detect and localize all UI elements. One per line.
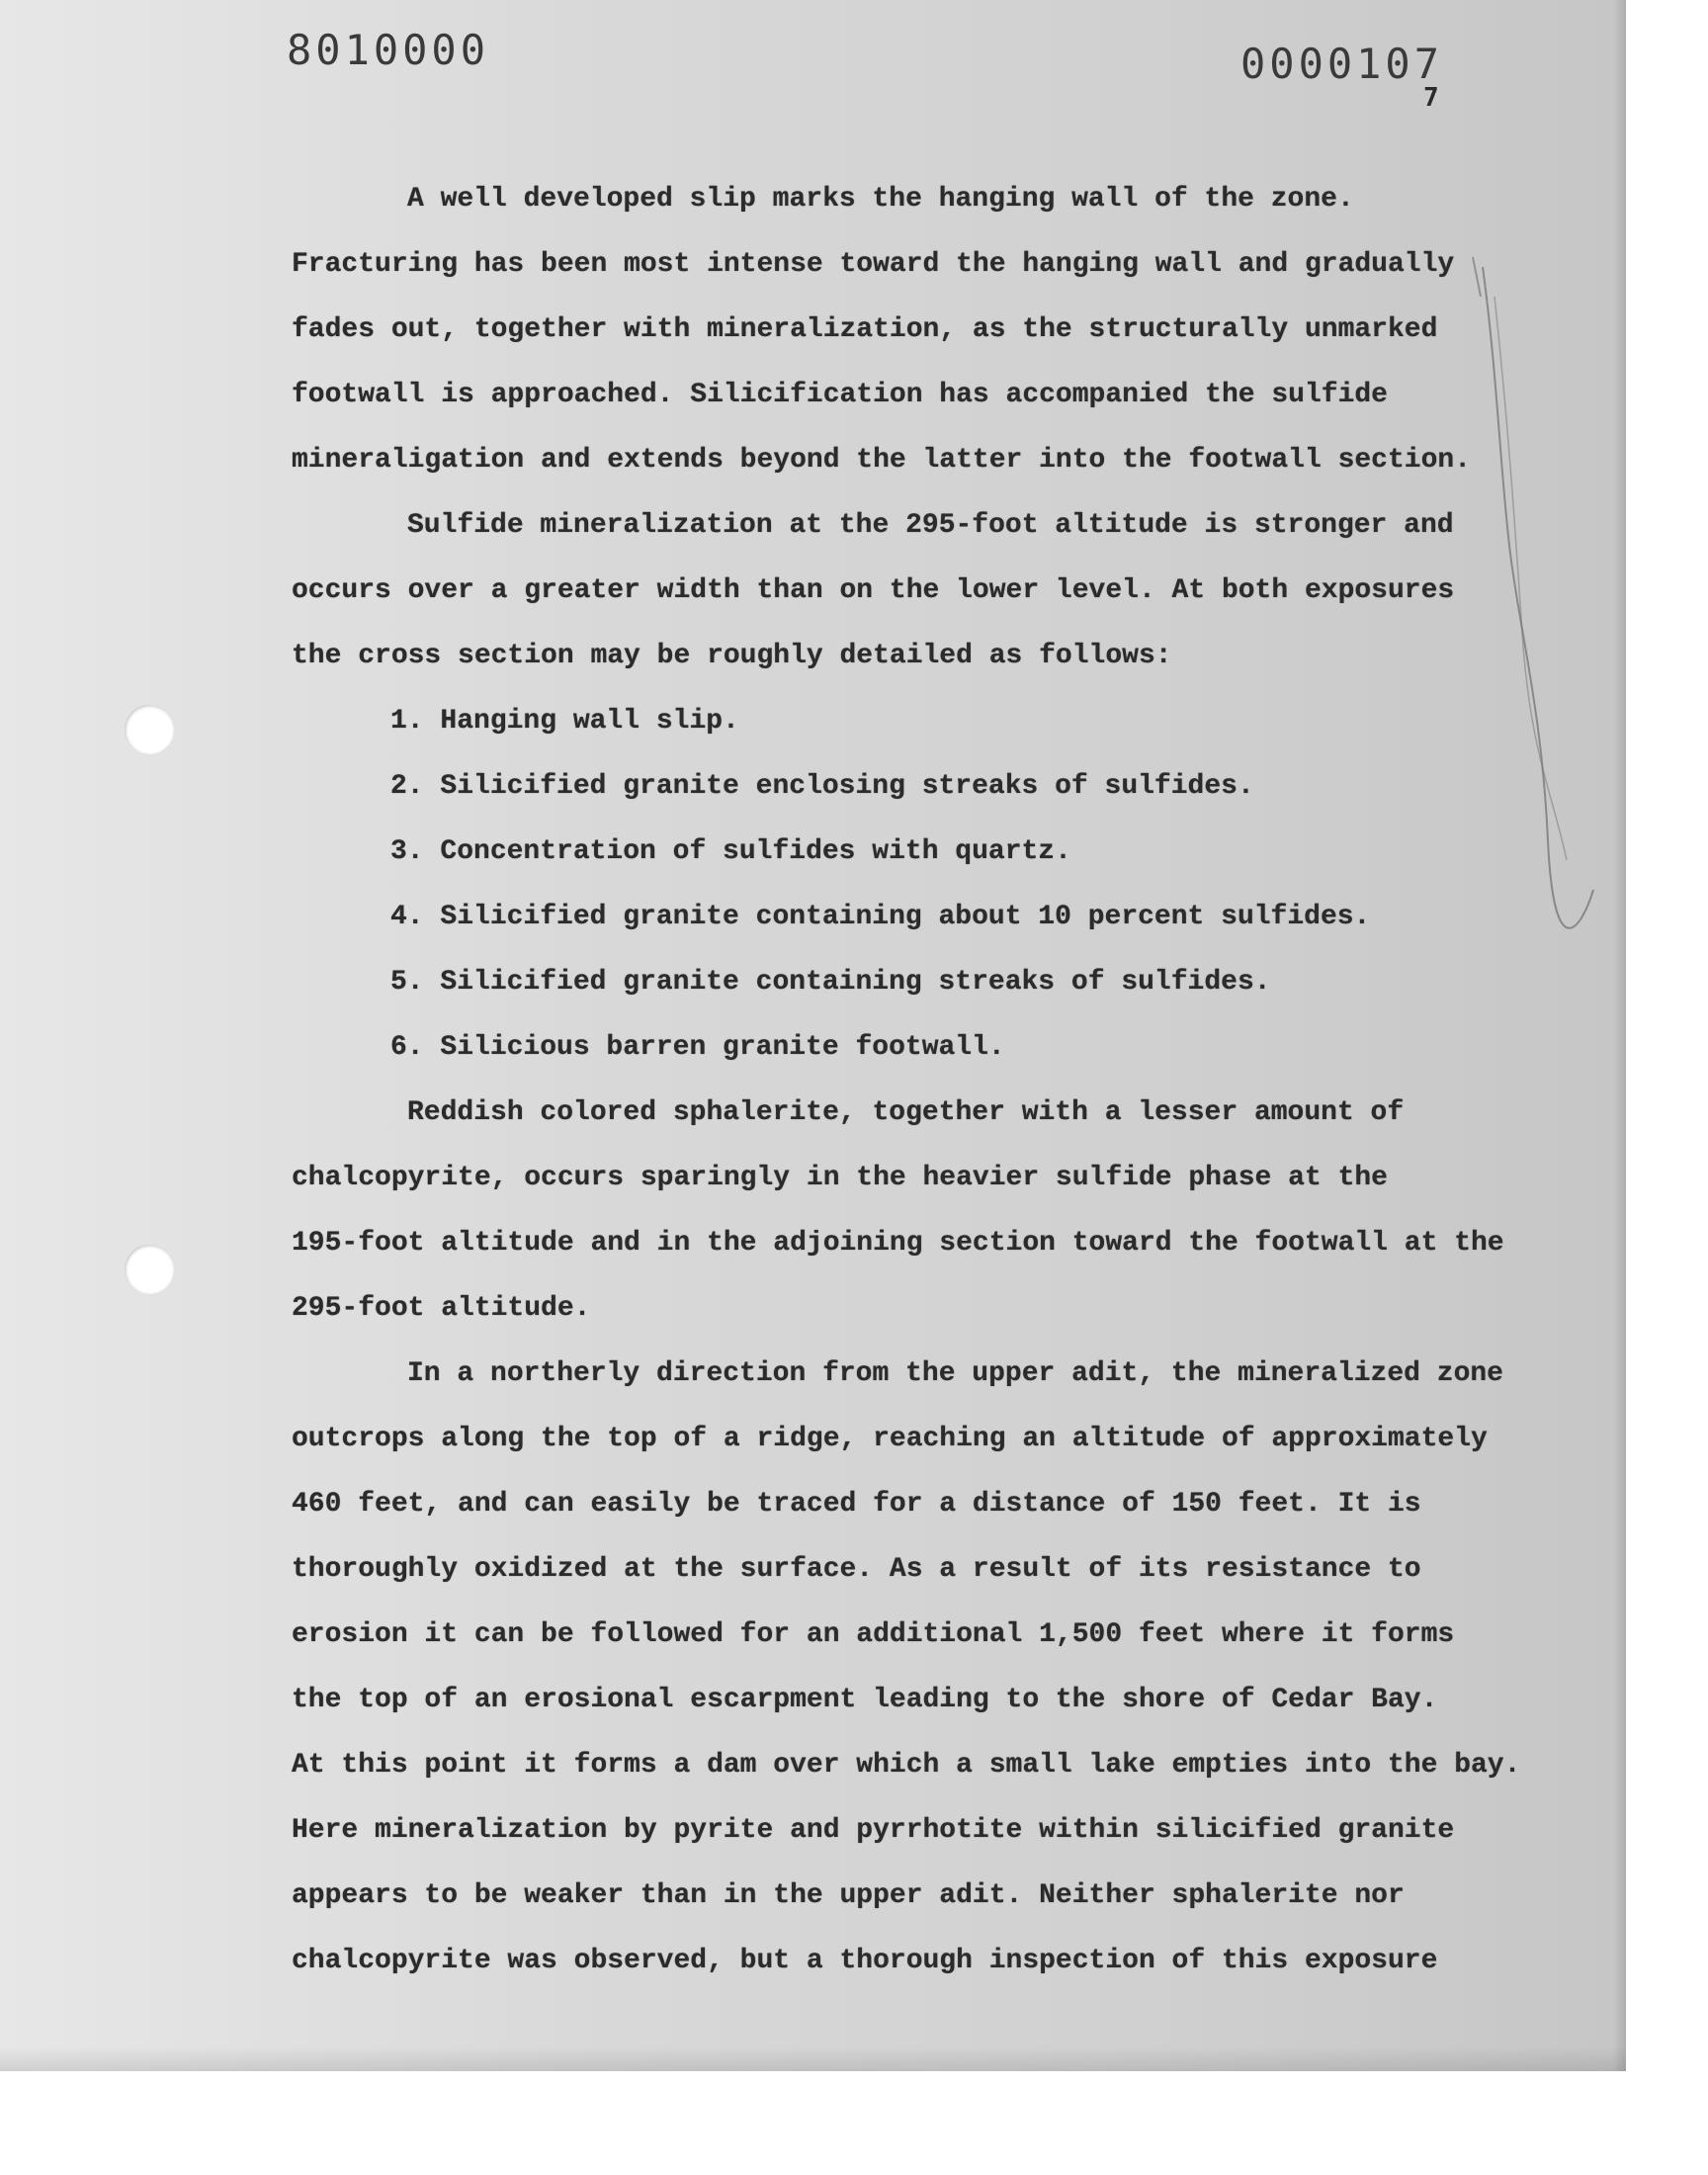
body-line: fades out, together with mineralization, as the structurally unmarked (292, 314, 1438, 345)
body-line: Here mineralization by pyrite and pyrrhotite within silicified granite (292, 1815, 1455, 1846)
body-line: outcrops along the top of a ridge, reaching an altitude of approximately (292, 1424, 1488, 1454)
body-line: chalcopyrite, occurs sparingly in the heavier sulfide phase at the (292, 1163, 1388, 1193)
body-line: Sulfide mineralization at the 295-foot altitude is stronger and (407, 510, 1454, 541)
body-line: footwall is approached. Silicification has accompanied the sulfide (292, 380, 1388, 410)
document-number-stamp-right: 0000107 (1240, 40, 1444, 88)
list-item: 1. Hanging wall slip. (390, 706, 739, 737)
document-number-stamp-left: 8010000 (287, 26, 490, 74)
body-line: occurs over a greater width than on the lower level. At both exposures (292, 575, 1455, 606)
body-line: 460 feet, and can easily be traced for a distance of 150 feet. It is (292, 1489, 1421, 1520)
body-line: At this point it forms a dam over which a small lake empties into the bay. (292, 1750, 1521, 1781)
body-line: Fracturing has been most intense toward the hanging wall and gradually (292, 249, 1455, 280)
list-item: 4. Silicified granite containing about 10 percent sulfides. (390, 902, 1371, 932)
body-line: In a northerly direction from the upper adit, the mineralized zone (407, 1358, 1503, 1389)
list-item: 6. Silicious barren granite footwall. (390, 1032, 1005, 1063)
body-line: thoroughly oxidized at the surface. As a result of its resistance to (292, 1554, 1421, 1585)
list-item: 5. Silicified granite containing streaks of sulfides. (390, 967, 1271, 998)
body-line: mineraligation and extends beyond the latter into the footwall section. (292, 445, 1471, 476)
body-line: Reddish colored sphalerite, together with a lesser amount of (407, 1097, 1405, 1128)
body-line: A well developed slip marks the hanging wall of the zone. (407, 184, 1354, 215)
body-line: 295-foot altitude. (292, 1293, 591, 1324)
body-line: the cross section may be roughly detailed as follows: (292, 641, 1172, 671)
body-line: erosion it can be followed for an additional 1,500 feet where it forms (292, 1619, 1455, 1650)
list-item: 3. Concentration of sulfides with quartz. (390, 836, 1071, 867)
body-line: 195-foot altitude and in the adjoining section toward the footwall at the (292, 1228, 1504, 1259)
body-line: the top of an erosional escarpment leading to the shore of Cedar Bay. (292, 1685, 1438, 1715)
body-line: appears to be weaker than in the upper adit. Neither sphalerite nor (292, 1880, 1405, 1911)
page-number: 7 (1423, 83, 1439, 113)
body-line: chalcopyrite was observed, but a thorough inspection of this exposure (292, 1946, 1438, 1976)
list-item: 2. Silicified granite enclosing streaks of sulfides. (390, 771, 1254, 802)
